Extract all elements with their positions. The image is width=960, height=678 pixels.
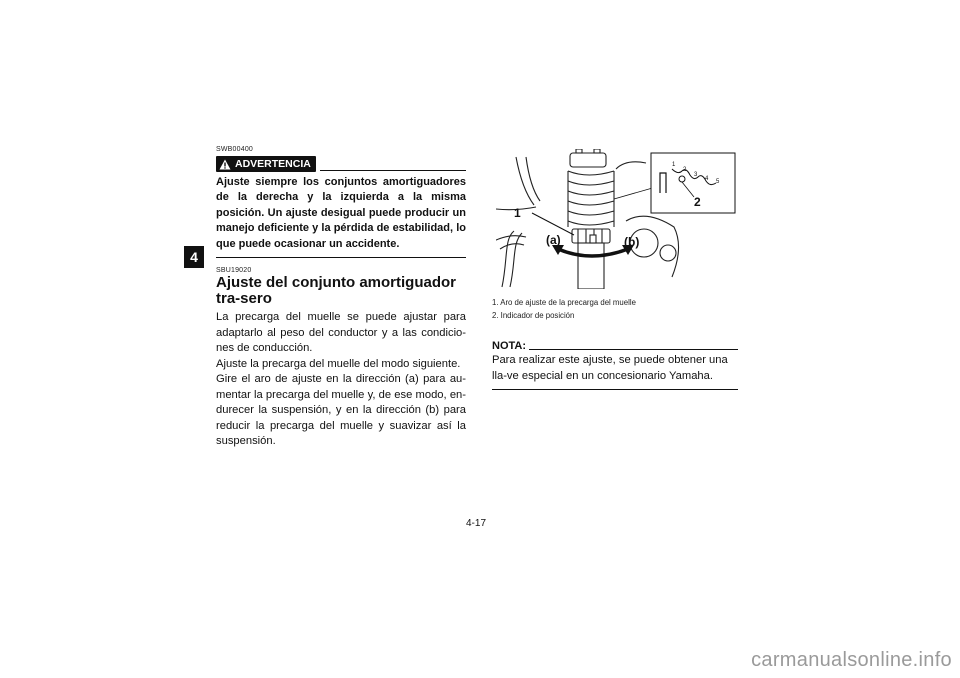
scale-mark: 5 [716, 179, 720, 185]
callout-2: 2 [694, 195, 701, 209]
warning-rule [320, 170, 466, 171]
body-paragraph: La precarga del muelle se puede ajustar para adaptarlo al peso del conductor y a las condicio-nes de conducción. [216, 311, 466, 355]
warning-label: ADVERTENCIA [235, 158, 311, 170]
section-body [216, 310, 466, 450]
warning-code: SWB00400 [216, 146, 254, 153]
note-rule [529, 349, 738, 350]
left-column [216, 146, 466, 450]
note-text: Para realizar este ajuste, se puede obtener una lla-ve especial en un concesionario Yamaha. [492, 353, 738, 390]
caption-item: 2. Indicador de posición [492, 310, 575, 320]
body-paragraph: Gire el aro de ajuste en la dirección (a) para au-mentar la precarga del muelle y, de ese modo, en-durecer la suspensión, y en la dirección (b) para reducir la precarga del muelle y suavizar así la suspensión. [216, 373, 466, 448]
scale-mark: 2 [683, 167, 687, 173]
caption-item: 1. Aro de ajuste de la precarga del muelle [492, 298, 636, 307]
callout-1: 1 [514, 206, 521, 220]
body-paragraph: Ajuste la precarga del muelle del modo siguiente. [216, 357, 461, 370]
warning-triangle-icon [219, 159, 231, 170]
section-code: SBU19020 [216, 267, 252, 275]
scale-mark: 3 [694, 172, 698, 178]
note-header [492, 340, 738, 352]
direction-a-label: (a) [546, 233, 561, 247]
direction-b-label: (b) [624, 235, 640, 249]
scale-mark: 4 [705, 176, 709, 182]
chapter-tab: 4 [184, 246, 204, 268]
note-label: NOTA: [492, 340, 527, 352]
watermark: carmanualsonline.info [751, 649, 952, 671]
page-number: 4-17 [466, 518, 487, 529]
warning-text: Ajuste siempre los conjuntos amortiguadores de la derecha y la izquierda a la misma posición. Un ajuste desigual puede producir un manejo deficiente y la pérdida de estabilidad, lo que puede ocasionar un accidente. [216, 175, 466, 258]
section-title: Ajuste del conjunto amortiguador tra-sero [216, 274, 457, 308]
shock-absorber-illustration [496, 149, 740, 289]
scale-mark: 1 [672, 162, 676, 168]
warning-header [216, 156, 466, 172]
warning-badge [216, 156, 316, 172]
note-box [492, 340, 738, 390]
figure-captions [492, 297, 636, 322]
